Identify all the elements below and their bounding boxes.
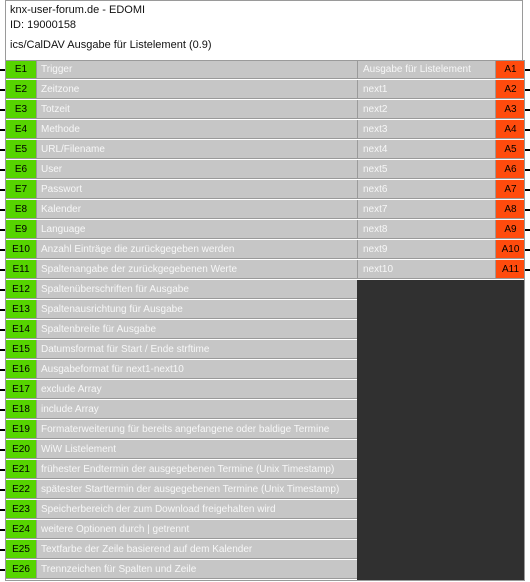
output-label: next1 xyxy=(357,80,495,99)
input-label: Language xyxy=(36,220,357,239)
empty-output-area xyxy=(357,560,525,580)
input-label: Speicherbereich der zum Download freigehalten wird xyxy=(36,500,357,519)
input-label: Anzahl Einträge die zurückgegeben werden xyxy=(36,240,357,259)
input-row xyxy=(5,440,525,460)
empty-output-area xyxy=(357,420,525,440)
input-label: Trennzeichen für Spalten und Zeile xyxy=(36,560,357,579)
empty-output-area xyxy=(357,340,525,360)
input-row xyxy=(5,460,525,480)
input-row xyxy=(5,540,525,560)
block-title: ics/CalDAV Ausgabe für Listelement (0.9) xyxy=(10,39,212,51)
input-row xyxy=(5,60,525,80)
input-label: frühester Endtermin der ausgegebenen Termine (Unix Timestamp) xyxy=(36,460,357,479)
output-label: next7 xyxy=(357,200,495,219)
output-pin-connector[interactable] xyxy=(524,209,530,211)
input-label: spätester Starttermin der ausgegebenen Termine (Unix Timestamp) xyxy=(36,480,357,499)
input-id[interactable]: E3 xyxy=(6,100,36,119)
input-row xyxy=(5,160,525,180)
input-id[interactable]: E24 xyxy=(6,520,36,539)
input-label: Formaterweiterung für bereits angefangene oder baldige Termine xyxy=(36,420,357,439)
empty-output-area xyxy=(357,460,525,480)
output-pin-connector[interactable] xyxy=(524,249,530,251)
logic-block-body xyxy=(5,60,525,580)
input-row xyxy=(5,380,525,400)
output-pin-connector[interactable] xyxy=(524,109,530,111)
input-id[interactable]: E8 xyxy=(6,200,36,219)
input-row xyxy=(5,180,525,200)
input-row xyxy=(5,200,525,220)
output-label: next5 xyxy=(357,160,495,179)
input-row xyxy=(5,340,525,360)
input-id[interactable]: E21 xyxy=(6,460,36,479)
input-label: WiW Listelement xyxy=(36,440,357,459)
input-id[interactable]: E22 xyxy=(6,480,36,499)
input-id[interactable]: E17 xyxy=(6,380,36,399)
input-label: Methode xyxy=(36,120,357,139)
input-label: Spaltenüberschriften für Ausgabe xyxy=(36,280,357,299)
empty-output-area xyxy=(357,500,525,520)
output-id[interactable]: A2 xyxy=(495,80,525,99)
output-label: next2 xyxy=(357,100,495,119)
empty-output-area xyxy=(357,480,525,500)
input-label: weitere Optionen durch | getrennt xyxy=(36,520,357,539)
input-label: User xyxy=(36,160,357,179)
input-id[interactable]: E23 xyxy=(6,500,36,519)
output-label: next8 xyxy=(357,220,495,239)
input-row xyxy=(5,120,525,140)
input-label: Passwort xyxy=(36,180,357,199)
input-row xyxy=(5,240,525,260)
input-id[interactable]: E14 xyxy=(6,320,36,339)
output-pin-connector[interactable] xyxy=(524,229,530,231)
input-row xyxy=(5,560,525,580)
empty-output-area xyxy=(357,380,525,400)
output-id[interactable]: A4 xyxy=(495,120,525,139)
input-id[interactable]: E5 xyxy=(6,140,36,159)
output-pin-connector[interactable] xyxy=(524,169,530,171)
input-id[interactable]: E11 xyxy=(6,260,36,279)
empty-output-area xyxy=(357,280,525,300)
input-label: Spaltenausrichtung für Ausgabe xyxy=(36,300,357,319)
input-label: Datumsformat für Start / Ende strftime xyxy=(36,340,357,359)
output-label: next10 xyxy=(357,260,495,279)
block-id: ID: 19000158 xyxy=(10,19,77,31)
output-label: next9 xyxy=(357,240,495,259)
input-id[interactable]: E6 xyxy=(6,160,36,179)
output-id[interactable]: A1 xyxy=(495,60,525,79)
output-id[interactable]: A11 xyxy=(495,260,525,279)
output-label: Ausgabe für Listelement xyxy=(357,60,495,79)
input-label: Kalender xyxy=(36,200,357,219)
input-row xyxy=(5,480,525,500)
input-label: URL/Filename xyxy=(36,140,357,159)
input-row xyxy=(5,320,525,340)
empty-output-area xyxy=(357,520,525,540)
input-label: Trigger xyxy=(36,60,357,79)
output-pin-connector[interactable] xyxy=(524,149,530,151)
input-row xyxy=(5,220,525,240)
output-id[interactable]: A6 xyxy=(495,160,525,179)
input-label: Spaltenangabe der zurückgegebenen Werte xyxy=(36,260,357,279)
input-id[interactable]: E16 xyxy=(6,360,36,379)
output-pin-connector[interactable] xyxy=(524,69,530,71)
input-id[interactable]: E2 xyxy=(6,80,36,99)
input-row xyxy=(5,400,525,420)
input-id[interactable]: E13 xyxy=(6,300,36,319)
output-id[interactable]: A3 xyxy=(495,100,525,119)
empty-output-area xyxy=(357,360,525,380)
logic-block-header xyxy=(5,0,523,60)
input-label: Spaltenbreite für Ausgabe xyxy=(36,320,357,339)
input-id[interactable]: E25 xyxy=(6,540,36,559)
input-row xyxy=(5,140,525,160)
input-label: Textfarbe der Zeile basierend auf dem Kalender xyxy=(36,540,357,559)
input-id[interactable]: E20 xyxy=(6,440,36,459)
output-label: next3 xyxy=(357,120,495,139)
input-row xyxy=(5,280,525,300)
input-row xyxy=(5,520,525,540)
input-id[interactable]: E18 xyxy=(6,400,36,419)
input-id[interactable]: E10 xyxy=(6,240,36,259)
input-label: Ausgabeformat für next1-next10 xyxy=(36,360,357,379)
empty-output-area xyxy=(357,400,525,420)
input-row xyxy=(5,360,525,380)
output-pin-connector[interactable] xyxy=(524,129,530,131)
output-id[interactable]: A8 xyxy=(495,200,525,219)
output-pin-connector[interactable] xyxy=(524,189,530,191)
input-id[interactable]: E26 xyxy=(6,560,36,579)
empty-output-area xyxy=(357,440,525,460)
input-id[interactable]: E4 xyxy=(6,120,36,139)
input-id[interactable]: E7 xyxy=(6,180,36,199)
input-label: Totzeit xyxy=(36,100,357,119)
input-id[interactable]: E15 xyxy=(6,340,36,359)
input-id[interactable]: E19 xyxy=(6,420,36,439)
output-id[interactable]: A5 xyxy=(495,140,525,159)
output-label: next6 xyxy=(357,180,495,199)
input-row xyxy=(5,80,525,100)
input-label: Zeitzone xyxy=(36,80,357,99)
empty-output-area xyxy=(357,320,525,340)
output-id[interactable]: A9 xyxy=(495,220,525,239)
input-row xyxy=(5,420,525,440)
input-row xyxy=(5,100,525,120)
input-row xyxy=(5,300,525,320)
output-pin-connector[interactable] xyxy=(524,269,530,271)
input-id[interactable]: E12 xyxy=(6,280,36,299)
empty-output-area xyxy=(357,300,525,320)
input-id[interactable]: E9 xyxy=(6,220,36,239)
input-id[interactable]: E1 xyxy=(6,60,36,79)
input-row xyxy=(5,500,525,520)
empty-output-area xyxy=(357,540,525,560)
output-id[interactable]: A7 xyxy=(495,180,525,199)
output-label: next4 xyxy=(357,140,495,159)
input-label: exclude Array xyxy=(36,380,357,399)
input-label: include Array xyxy=(36,400,357,419)
output-pin-connector[interactable] xyxy=(524,89,530,91)
output-id[interactable]: A10 xyxy=(495,240,525,259)
source-label: knx-user-forum.de - EDOMI xyxy=(10,4,146,16)
input-row xyxy=(5,260,525,280)
